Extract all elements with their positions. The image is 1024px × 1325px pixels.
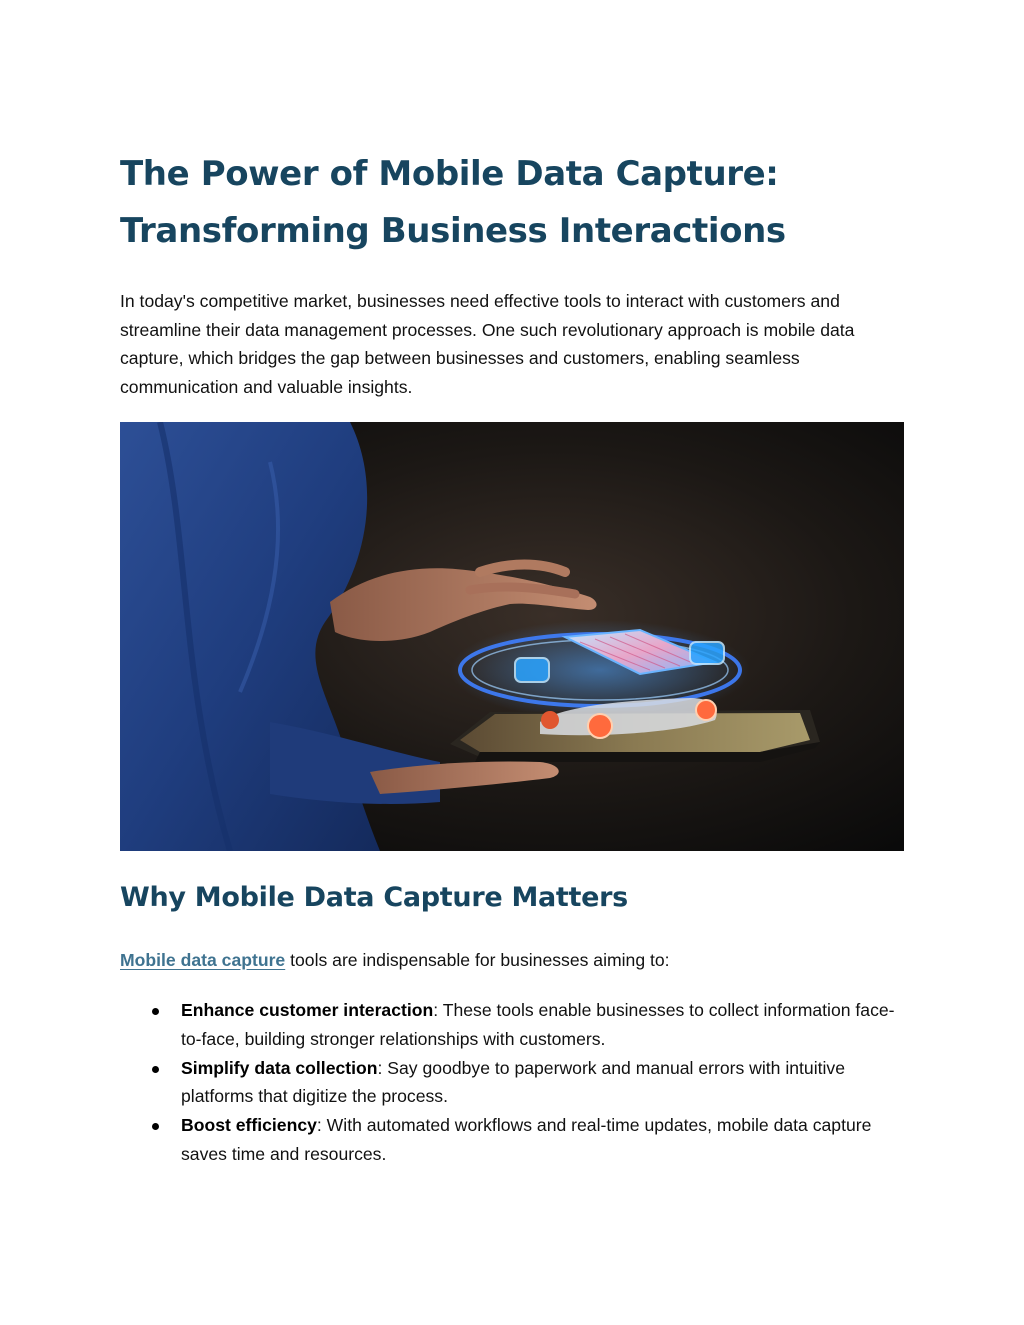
bullet-term: Boost efficiency (181, 1115, 317, 1136)
bullet-term: Simplify data collection (181, 1057, 378, 1078)
section-heading: Why Mobile Data Capture Matters (120, 882, 628, 913)
bullet-term: Enhance customer interaction (181, 1000, 434, 1020)
intro-paragraph: In today's competitive market, businesses need effective tools to interact with customers and streamline their data management processes. One such revolutionary approach is mobile data capture, which bridges the gap between businesses and customers, enabling seamless communication and valuable insights. (120, 291, 855, 398)
lead-paragraph (120, 946, 904, 974)
bullet-icon (152, 1066, 159, 1073)
mobile-data-capture-link[interactable]: Mobile data capture (120, 950, 286, 970)
hologram-car-tablet-photo-icon (120, 422, 904, 851)
benefits-list (120, 996, 904, 1169)
title-line-1: The Power of Mobile Data Capture: (120, 154, 779, 194)
page-title (120, 146, 904, 260)
bullet-icon (152, 1008, 159, 1015)
title-line-2: Transforming Business Interactions (120, 211, 786, 251)
lead-text: tools are indispensable for businesses aiming to: (285, 950, 670, 970)
list-item (120, 1054, 904, 1112)
list-item (120, 1111, 904, 1169)
hero-image (120, 422, 904, 851)
bullet-text: : Say goodbye to paperwork and manual errors with intuitive platforms that digitize the process. (181, 1057, 845, 1107)
bullet-text: : These tools enable businesses to collect information face-to-face, building stronger relationships with customers. (181, 1000, 895, 1049)
bullet-text: : With automated workflows and real-time updates, mobile data capture saves time and resources. (181, 1115, 872, 1164)
bullet-icon (152, 1123, 159, 1130)
list-item (120, 996, 904, 1054)
